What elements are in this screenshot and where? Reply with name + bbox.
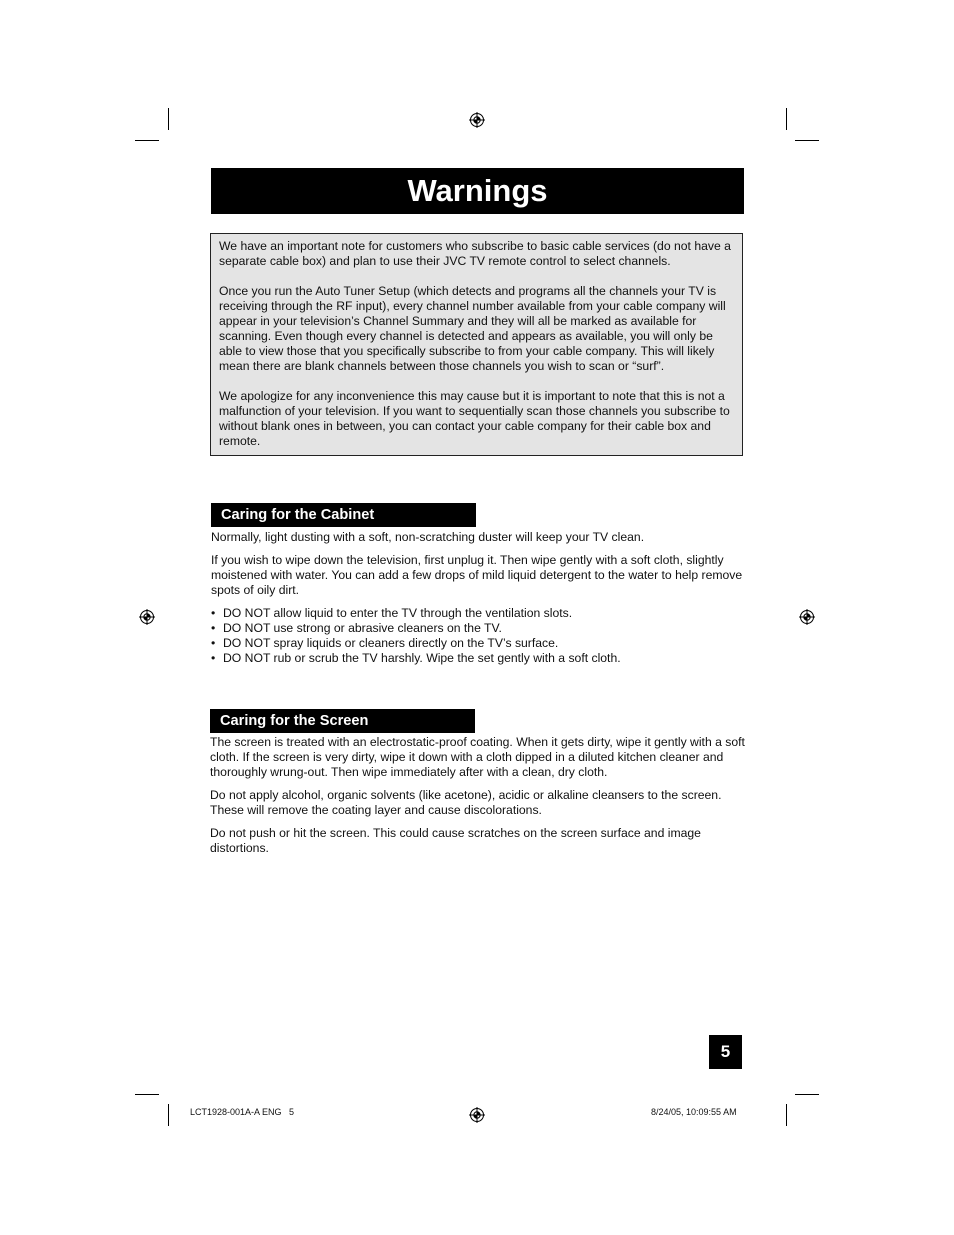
list-item: • DO NOT rub or scrub the TV harshly. Wipe the set gently with a soft cloth. — [211, 651, 751, 666]
crop-mark-top-right-v — [786, 108, 787, 130]
crop-mark-bottom-right-v — [786, 1104, 787, 1126]
screen-paragraph: Do not apply alcohol, organic solvents (like acetone), acidic or alkaline cleansers to the screen. These will remove the coating layer and cause discolorations. — [210, 788, 722, 817]
list-item: • DO NOT allow liquid to enter the TV through the ventilation slots. — [211, 606, 751, 621]
cable-note-box — [210, 233, 743, 456]
crop-mark-bottom-right-h — [795, 1094, 819, 1095]
footer-timestamp: 8/24/05, 10:09:55 AM — [651, 1107, 737, 1117]
registration-mark-icon — [799, 609, 815, 625]
note-paragraph: We have an important note for customers who subscribe to basic cable services (do not have a separate cable box) and plan to use their JVC TV remote control to select channels. — [219, 239, 731, 268]
section-heading-cabinet: Caring for the Cabinet — [211, 503, 476, 527]
page-number: 5 — [709, 1035, 742, 1069]
list-item: • DO NOT use strong or abrasive cleaners on the TV. — [211, 621, 751, 636]
registration-mark-icon — [469, 112, 485, 128]
list-item: • DO NOT spray liquids or cleaners directly on the TV’s surface. — [211, 636, 751, 651]
screen-paragraph: The screen is treated with an electrostatic-proof coating. When it gets dirty, wipe it gently with a soft cloth. If the screen is very dirty, wipe it down with a cloth dipped in a diluted kitchen cleaner and thoroughly wrung-out. Then wipe immediately after with a clean, dry cloth. — [210, 735, 745, 779]
section-heading-screen: Caring for the Screen — [210, 709, 475, 733]
crop-mark-top-right-h — [795, 140, 819, 141]
screen-paragraph: Do not push or hit the screen. This could cause scratches on the screen surface and image distortions. — [210, 826, 701, 855]
cabinet-bullet-list — [211, 606, 751, 666]
note-paragraph: We apologize for any inconvenience this may cause but it is important to note that this is not a malfunction of your television. If you want to sequentially scan those channels you subscribe to without blank ones in between, you can contact your cable company for their cable box and remote. — [219, 389, 730, 448]
registration-mark-icon — [139, 609, 155, 625]
cabinet-paragraph: If you wish to wipe down the television, first unplug it. Then wipe gently with a soft cloth, slightly moistened with water. You can add a few drops of mild liquid detergent to the water to help remove spots of oily dirt. — [211, 553, 743, 597]
crop-mark-top-left-v — [168, 108, 169, 130]
crop-mark-top-left-h — [135, 140, 159, 141]
screen-body — [210, 735, 750, 864]
cabinet-body — [211, 530, 751, 666]
crop-mark-bottom-left-h — [135, 1094, 159, 1095]
cabinet-paragraph: Normally, light dusting with a soft, non-scratching duster will keep your TV clean. — [211, 530, 645, 544]
crop-mark-bottom-left-v — [168, 1104, 169, 1126]
note-paragraph: Once you run the Auto Tuner Setup (which detects and programs all the channels your TV is receiving through the RF input), every channel number available from your cable company will appear in your television’s Channel Summary and they will all be marked as available for scanning. Even though every channel is detected and appears as available, you will only be able to view those that you specifically subscribe to from your cable company. This will likely mean there are blank channels between those channels you wish to scan or “surf”. — [219, 284, 726, 373]
registration-mark-icon — [469, 1107, 485, 1123]
page-title: Warnings — [211, 168, 744, 214]
footer-job-code: LCT1928-001A-A ENG 5 — [190, 1107, 295, 1117]
